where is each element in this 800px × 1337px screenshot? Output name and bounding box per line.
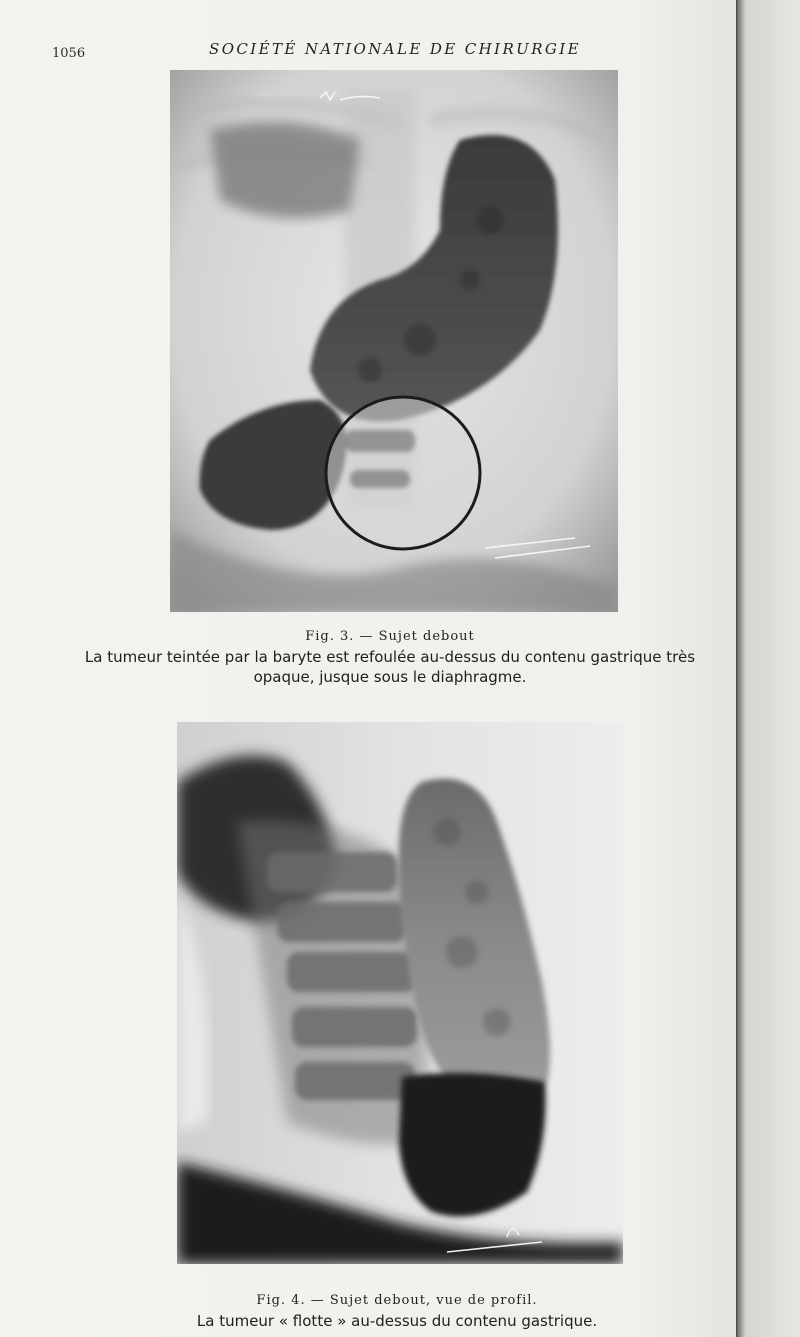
figure-3-caption	[40, 627, 740, 687]
figure-3-label: Fig. 3. — Sujet debout	[305, 629, 475, 644]
figure-4-caption	[52, 1291, 742, 1331]
figure-3-caption-line-2: opaque, jusque sous le diaphragme.	[253, 668, 527, 686]
figure-4-caption-line-1: La tumeur « flotte » au-dessus du contenu gastrique.	[196, 1312, 598, 1330]
page-number: 1056	[52, 46, 86, 61]
radiograph-figure-4	[177, 722, 623, 1264]
running-title: SOCIÉTÉ NATIONALE DE CHIRURGIE	[209, 40, 581, 58]
figure-4-label: Fig. 4. — Sujet debout, vue de profil.	[256, 1293, 538, 1308]
figure-3-caption-line-1: La tumeur teintée par la baryte est refoulée au-dessus du contenu gastrique très	[84, 648, 696, 666]
radiograph-figure-3	[170, 70, 618, 612]
page-gutter	[736, 0, 800, 1337]
